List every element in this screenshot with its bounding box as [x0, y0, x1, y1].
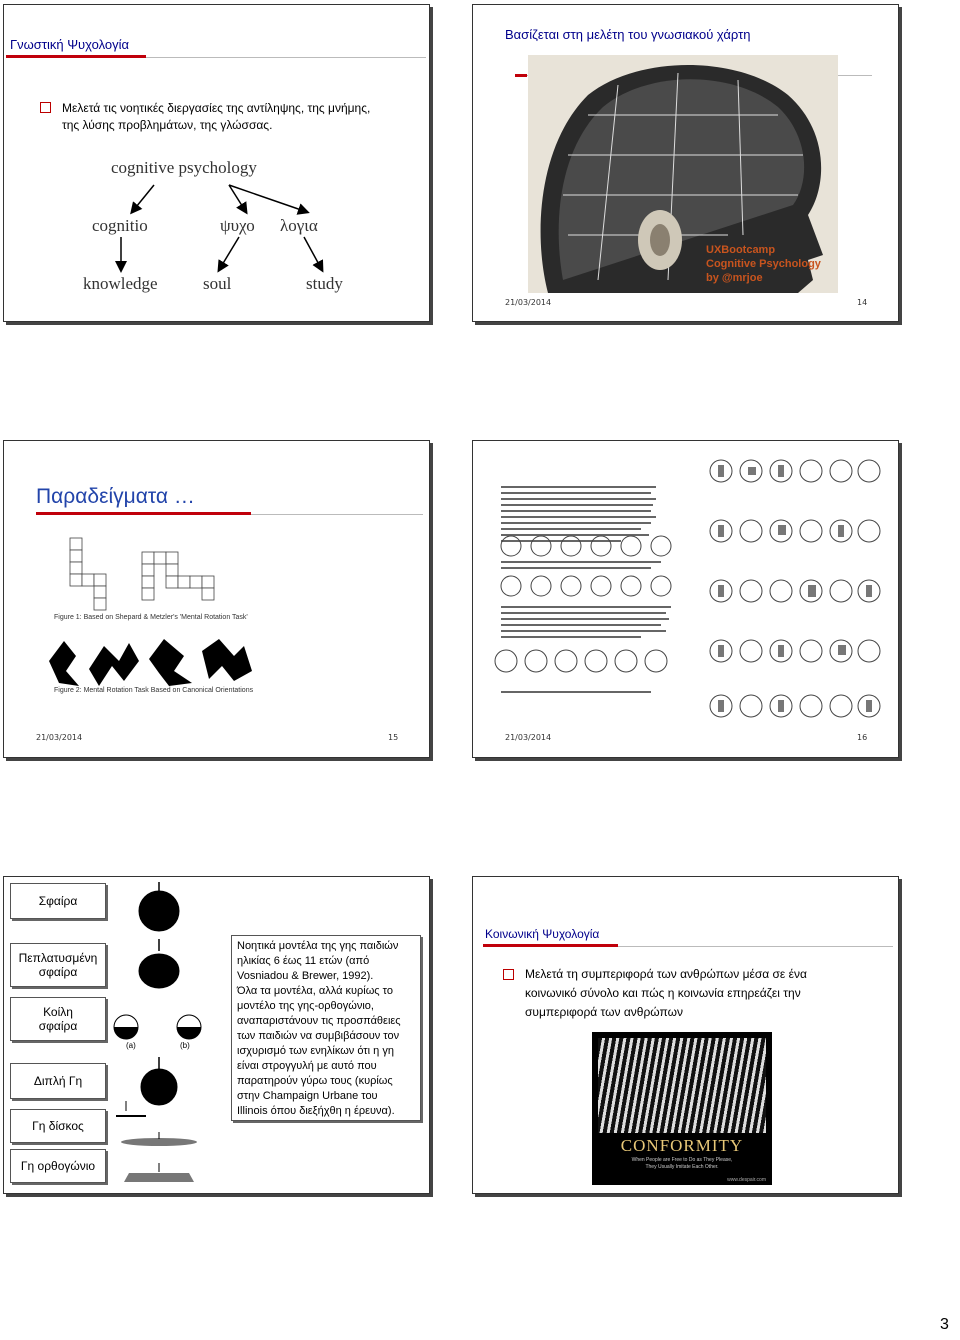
- title-underline: [515, 74, 527, 77]
- text-line: μοντέλο της γης-ορθογώνιο,: [237, 1000, 374, 1012]
- diagram-mid-cognitio: cognitio: [92, 216, 148, 235]
- text-line: αναπαριστάνουν τις προσπάθειες: [237, 1015, 401, 1027]
- text-line: ισχυρισμό των ενηλίκων ότι η γη: [237, 1045, 394, 1057]
- diagram-mid-logia: λογια: [280, 216, 318, 235]
- slide-social-psychology: [472, 876, 899, 1194]
- slide-number: 15: [388, 733, 399, 742]
- slide-number: 14: [857, 298, 868, 307]
- title-rule: [618, 946, 893, 947]
- figure-1-caption: Figure 1: Based on Shepard & Metzler's 'Mental Rotation Task': [54, 614, 248, 621]
- slide-number: 16: [857, 733, 868, 742]
- slide-examples: [3, 440, 430, 758]
- bullet-line: κοινωνικό σύνολο και πώς η κοινωνία επηρεάζει την: [525, 986, 801, 1000]
- overlay-line: UXBootcamp: [706, 244, 776, 256]
- text-line: Όλα τα μοντέλα, αλλά κυρίως το: [237, 985, 393, 997]
- poster-title: CONFORMITY: [620, 1136, 744, 1155]
- bullet-line: συμπεριφορά των ανθρώπων: [525, 1005, 683, 1019]
- sublabel-b: (b): [180, 1041, 190, 1050]
- figure-2-caption: Figure 2: Mental Rotation Task Based on Canonical Orientations: [54, 687, 254, 694]
- label-text: Κοίλη σφαίρα: [38, 1005, 78, 1033]
- slide-earth-models: [3, 876, 430, 1194]
- label-text: Πεπλατυσμένη σφαίρα: [18, 951, 98, 979]
- sublabel-a: (a): [126, 1041, 136, 1050]
- poster-url: www.despair.com: [727, 1177, 766, 1183]
- overlay-line: Cognitive Psychology: [706, 258, 821, 270]
- slide-cognitive-map: [472, 4, 899, 322]
- research-text-box: [231, 935, 421, 1121]
- label-sphere: Σφαίρα: [10, 883, 106, 919]
- slide-date: 21/03/2014: [36, 733, 83, 742]
- conformity-poster: [592, 1032, 772, 1185]
- bullet-line: Μελετά τις νοητικές διεργασίες της αντίληψης, της μνήμης,: [62, 101, 371, 115]
- poster-sub-line: They Usually Imitate Each Other.: [645, 1164, 719, 1170]
- poster-subtitle: [592, 1157, 772, 1171]
- rotation-test-scan: [481, 451, 881, 726]
- slide-date: 21/03/2014: [505, 733, 552, 742]
- slide-title: Κοινωνική Ψυχολογία: [485, 927, 600, 941]
- slide-title: Γνωστική Ψυχολογία: [10, 37, 130, 52]
- diagram-mid-psycho: ψυχο: [220, 216, 255, 235]
- poster-sub-line: When People are Free to Do as They Please,: [631, 1157, 733, 1163]
- zebra-photo: [598, 1038, 766, 1133]
- bullet-social: [503, 965, 807, 1022]
- slide-date: 21/03/2014: [505, 298, 552, 307]
- text-line: των παιδιών να συμβιβάσουν τον: [237, 1030, 400, 1042]
- square-bullet-icon: [503, 969, 514, 980]
- slide-rotation-test: [472, 440, 899, 758]
- label-rectangle-earth: Γη ορθογώνιο: [10, 1149, 106, 1183]
- text-line: Illinois όπου διεξήχθη η έρευνα).: [237, 1105, 395, 1117]
- text-line: ηλικίας 6 έως 11 ετών (από: [237, 955, 370, 967]
- bullet-line: της λύσης προβλημάτων, της γλώσσας.: [62, 118, 273, 132]
- diagram-leaf-study: study: [306, 274, 343, 293]
- label-hollow-sphere: [10, 997, 106, 1041]
- text-line: Νοητικά μοντέλα της γης παιδιών: [237, 940, 399, 952]
- bullet-line: Μελετά τη συμπεριφορά των ανθρώπων μέσα σε ένα: [525, 967, 807, 981]
- label-flattened-sphere: [10, 943, 106, 987]
- overlay-text: [706, 243, 821, 285]
- page-number: 3: [940, 1316, 949, 1333]
- slide-title: Παραδείγματα …: [36, 485, 195, 508]
- text-line: παρατηρούν γύρω τους (κυρίως: [237, 1075, 393, 1087]
- text-line: Vosniadou & Brewer, 1992).: [237, 970, 374, 982]
- label-disc-earth: Γη δίσκος: [10, 1109, 106, 1143]
- overlay-line: by @mrjoe: [706, 272, 763, 284]
- earth-model-drawings: [104, 877, 214, 1193]
- diagram-leaf-knowledge: knowledge: [83, 274, 158, 293]
- canonical-shapes: [44, 631, 254, 691]
- test-page-illustration: [481, 451, 881, 726]
- title-underline: [483, 944, 618, 947]
- diagram-root: cognitive psychology: [111, 158, 257, 177]
- phrenology-head-image: [528, 55, 838, 293]
- mental-rotation-cubes: [62, 534, 252, 614]
- title-underline: [36, 512, 251, 515]
- text-line: είναι στρογγυλή με αυτό που: [237, 1060, 377, 1072]
- text-line: στην Champaign Urbane του: [237, 1090, 378, 1102]
- label-dual-earth: Διπλή Γη: [10, 1063, 106, 1099]
- slide-cognitive-psychology: [3, 4, 430, 322]
- title-rule: [251, 514, 423, 515]
- diagram-leaf-soul: soul: [203, 274, 232, 293]
- slide-title: Βασίζεται στη μελέτη του γνωσιακού χάρτη: [505, 27, 751, 42]
